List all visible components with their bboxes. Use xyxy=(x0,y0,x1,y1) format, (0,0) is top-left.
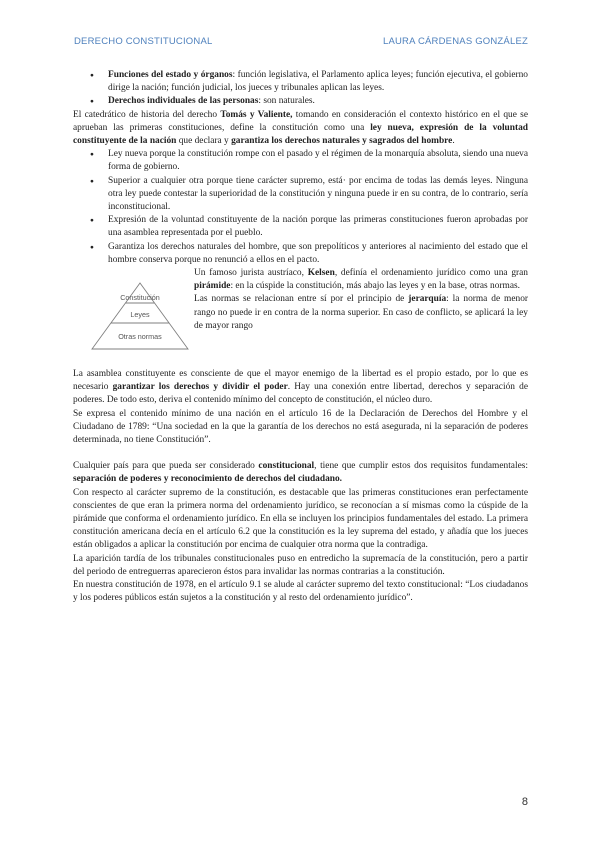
list-item: ● Superior a cualquier otra porque tiene carácter supremo, está· por encima de todas las demás leyes. Ninguna otra ley puede contestar la superioridad de la constitución y ninguna puede ir en su contra, de lo contrario, sería inconstitucional. xyxy=(73,175,528,215)
paragraph-kelsen: Un famoso jurista austríaco, Kelsen, definía el ordenamiento jurídico como una gran pirámide: en la cúspide la constitución, más abajo las leyes y en la base, otras normas. xyxy=(194,268,528,292)
list-item: ● Ley nueva porque la constitución rompe con el pasado y el régimen de la monarquía absoluta, siendo una nueva forma de gobierno. xyxy=(73,148,528,174)
pyramid-level-constitution: Constitución xyxy=(120,293,160,303)
paragraph-caracter-supremo: Con respecto al carácter supremo de la constitución, es destacable que las primeras constituciones eran perfectamente conscientes de que eran la primera norma del ordenamiento jurídico, se reconocían a sí mismas como la cúspide de la pirámide que conforma el ordenamiento jurídico. En ella se incluyen los principios fundamentales del estado. La primera constitución americana decía en el artículo 6.2 que la constitución es la ley suprema del estado, y añadía que los jueces están obligados a aplicar la constitución por encima de cualquier otra norma que la contradiga. xyxy=(73,487,528,551)
spacer xyxy=(73,447,528,460)
list-item: ● Expresión de la voluntad constituyente de la nación porque las primeras constituciones fueron aprobadas por una asamblea representada por el pueblo. xyxy=(73,214,528,240)
paragraph-tomas-y-valiente: El catedrático de historia del derecho Tomás y Valiente, tomando en consideración el contexto histórico en el que se aprueban las primeras constituciones, define la constitución como una ley nueva, expresión de la voluntad constituyente de la nación que declara y garantiza los derechos naturales y sagrados del hombre. xyxy=(73,109,528,147)
paragraph-jerarquia: Las normas se relacionan entre sí por el principio de jerarquía: la norma de menor rango no puede ir en contra de la norma superior. En caso de conflicto, se aplicará la ley de mayor rango xyxy=(194,294,529,331)
paragraph-tribunales: La aparición tardía de los tribunales constitucionales puso en entredicho la supremacía de la constitución, pero a partir del periodo de entreguerras aparecieron éstos para invalidar las normas contrarias a la constitución. xyxy=(73,553,528,577)
pyramid-level-laws: Leyes xyxy=(130,310,150,320)
bullet-list-constitution-traits xyxy=(73,148,528,267)
kelsen-text xyxy=(194,267,528,333)
spacer xyxy=(73,355,528,368)
header-author: LAURA CÁRDENAS GONZÁLEZ xyxy=(382,36,528,47)
paragraph-articulo-16: Se expresa el contenido mínimo de una nación en el artículo 16 de la Declaración de Derechos del Hombre y el Ciudadano de 1789: “Una sociedad en la que la garantía de los derechos no está asegurada, ni la separación de poderes determinada, no tiene Constitución”. xyxy=(73,408,528,446)
list-item: ● Funciones del estado y órganos: función legislativa, el Parlamento aplica leyes; función ejecutiva, el gobierno dirige la nación; función judicial, los jueces y tribunales aplican las leyes. xyxy=(73,69,528,95)
bullet-list-top xyxy=(73,69,528,109)
list-item: ● Derechos individuales de las personas: son naturales. xyxy=(73,95,528,108)
pyramid-level-other-norms: Otras normas xyxy=(118,332,162,342)
list-item: ● Garantiza los derechos naturales del hombre, que son prepolíticos y anteriores al nacimiento del estado que el hombre conserva porque no renunció a ellos en el pacto. xyxy=(73,241,528,267)
document-body xyxy=(73,69,528,606)
header-course-title: DERECHO CONSTITUCIONAL xyxy=(74,36,213,47)
page-header xyxy=(74,36,528,50)
paragraph-constitucion-1978: En nuestra constitución de 1978, en el artículo 9.1 se alude al carácter supremo del texto constitucional: “Los ciudadanos y los poderes públicos están sujetos a la constitución y al resto del ordenamiento jurídico”. xyxy=(73,580,528,604)
page-number: 8 xyxy=(521,796,528,808)
kelsen-section xyxy=(73,267,528,355)
paragraph-requisitos: Cualquier país para que pueda ser considerado constitucional, tiene que cumplir estos dos requisitos fundamentales: separación de poderes y reconocimiento de derechos del ciudadano. xyxy=(73,461,528,485)
kelsen-pyramid-diagram xyxy=(90,281,190,351)
paragraph-asamblea: La asamblea constituyente es consciente de que el mayor enemigo de la libertad es el propio estado, por lo que es necesario garantizar los derechos y dividir el poder. Hay una conexión entre libertad, derechos y separación de poderes. De todo esto, deriva el contenido mínimo del concepto de constitución, el núcleo duro. xyxy=(73,369,528,406)
